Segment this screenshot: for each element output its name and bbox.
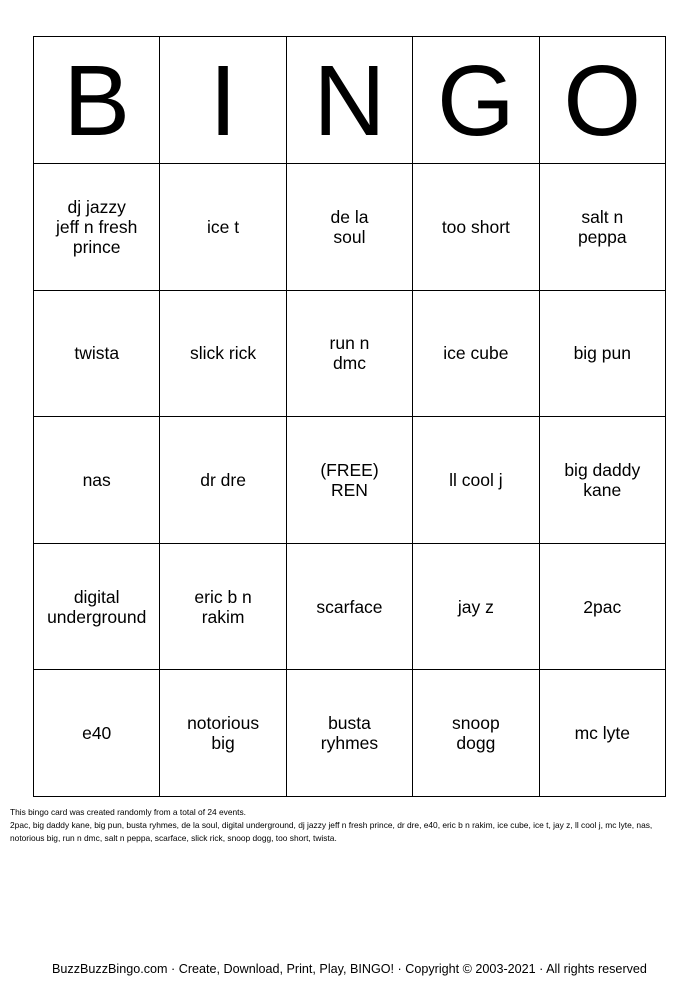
bingo-cell (539, 164, 665, 291)
bingo-cell-label: de la soul (330, 206, 369, 247)
bingo-cell-label: slick rick (190, 343, 257, 364)
bingo-cell-label: 2pac (583, 596, 622, 617)
bingo-cell-label: dr dre (200, 469, 246, 490)
header-letter-g: G (413, 37, 539, 164)
bingo-grid (34, 37, 666, 797)
bingo-row (34, 290, 666, 417)
bingo-cell-label: run n dmc (329, 333, 370, 374)
bingo-cell (286, 670, 412, 797)
bingo-cell (539, 290, 665, 417)
bingo-cell (539, 670, 665, 797)
bingo-cell (413, 543, 539, 670)
bingo-cell-label: notorious big (187, 713, 260, 754)
bingo-cell-label: mc lyte (574, 723, 630, 744)
bingo-cell-label: ice cube (443, 343, 509, 364)
header-letter-b: B (34, 37, 160, 164)
footer-copyright: BuzzBuzzBingo.com · Create, Download, Print, Play, BINGO! · Copyright © 2003-2021 · All rights reserved (52, 962, 647, 976)
bingo-cell (286, 290, 412, 417)
bingo-cell (160, 417, 286, 544)
note-events-list: 2pac, big daddy kane, big pun, busta ryhmes, de la soul, digital underground, dj jazzy jeff n fresh prince, dr dre, e40, eric b n rakim, ice cube, ice t, jay z, ll cool j, mc lyte, nas, notorious big, run n dmc, salt n peppa, scarface, slick rick, snoop dogg, too short, twista. (10, 820, 653, 843)
bingo-cell (34, 164, 160, 291)
bingo-cell-label: big pun (573, 343, 631, 364)
bingo-row (34, 543, 666, 670)
bingo-cell-label: nas (82, 469, 111, 490)
bingo-cell (413, 417, 539, 544)
bingo-cell-label: ll cool j (449, 469, 503, 490)
bingo-card (33, 36, 666, 797)
bingo-header-row (34, 37, 666, 164)
bingo-cell-label: salt n peppa (577, 206, 627, 247)
bingo-cell-label: twista (74, 343, 120, 364)
header-letter-o: O (539, 37, 665, 164)
bingo-cell (160, 164, 286, 291)
bingo-cell-label: too short (441, 216, 510, 237)
bingo-cell (160, 543, 286, 670)
bingo-cell (34, 290, 160, 417)
bingo-cell-label: snoop dogg (452, 713, 500, 754)
bingo-cell (160, 670, 286, 797)
bingo-cell (286, 417, 412, 544)
bingo-cell (34, 670, 160, 797)
bingo-cell (413, 164, 539, 291)
note-summary: This bingo card was created randomly from a total of 24 events. (10, 807, 247, 817)
bingo-cell (539, 543, 665, 670)
bingo-row (34, 670, 666, 797)
bingo-row (34, 164, 666, 291)
bingo-cell (34, 543, 160, 670)
bingo-cell (286, 543, 412, 670)
bingo-cell-label: scarface (316, 596, 383, 617)
bingo-cell (539, 417, 665, 544)
bingo-cell (286, 164, 412, 291)
header-letter-n: N (286, 37, 412, 164)
bingo-row (34, 417, 666, 544)
bingo-cell (160, 290, 286, 417)
bingo-cell-label: ice t (207, 216, 240, 237)
bingo-cell-label: busta ryhmes (320, 713, 379, 754)
bingo-cell (34, 417, 160, 544)
header-letter-i: I (160, 37, 286, 164)
bingo-cell-label: e40 (82, 723, 112, 744)
bingo-cell-label: big daddy kane (564, 459, 641, 500)
bingo-cell-label: (FREE) REN (320, 459, 379, 500)
bingo-cell-label: dj jazzy jeff n fresh prince (56, 196, 138, 257)
bingo-cell (413, 290, 539, 417)
bingo-cell-label: eric b n rakim (194, 586, 252, 627)
bingo-cell-label: digital underground (47, 586, 147, 627)
bingo-cell (413, 670, 539, 797)
card-note (10, 806, 685, 845)
bingo-cell-label: jay z (457, 596, 494, 617)
